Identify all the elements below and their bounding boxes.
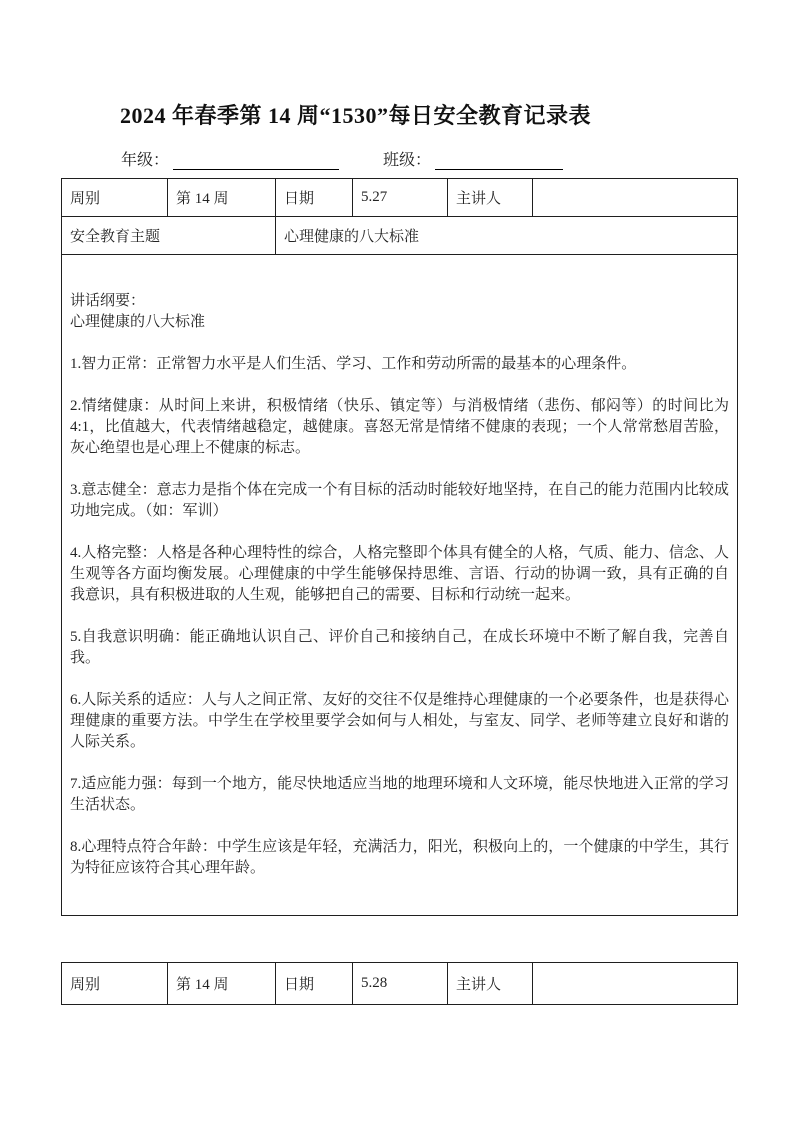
outline-paragraph-4: 4.人格完整：人格是各种心理特性的综合，人格完整即个体具有健全的人格，气质、能力、信念、人生观等各方面均衡发展。心理健康的中学生能够保持思维、言语、行动的协调一致，具有正确的自我意识，具有积极进取的人生观，能够把自己的需要、目标和行动统一起来。 <box>70 545 729 603</box>
grade-label: 年级： <box>121 152 170 169</box>
topic-row <box>62 217 738 255</box>
speaker-value-cell <box>533 179 738 217</box>
week-value-cell: 第 14 周 <box>168 179 276 217</box>
outline-content-cell <box>62 255 738 916</box>
record-header-row <box>62 179 738 217</box>
outline-paragraph-7: 7.适应能力强：每到一个地方，能尽快地适应当地的地理环境和人文环境，能尽快地进入正常的学习生活状态。 <box>70 776 729 813</box>
outline-row <box>62 255 738 916</box>
outline-paragraph-5: 5.自我意识明确：能正确地认识自己、评价自己和接纳自己，在成长环境中不断了解自我，完善自我。 <box>70 629 729 666</box>
date-value-cell: 5.28 <box>353 963 448 1005</box>
topic-label-cell: 安全教育主题 <box>62 217 276 255</box>
outline-subheading: 心理健康的八大标准 <box>70 314 206 330</box>
speaker-label-cell: 主讲人 <box>448 963 533 1005</box>
date-label-cell: 日期 <box>276 963 353 1005</box>
week-label-cell: 周别 <box>62 179 168 217</box>
class-label: 班级： <box>383 152 432 169</box>
grade-class-row <box>121 147 563 170</box>
page-title: 2024 年春季第 14 周“1530”每日安全教育记录表 <box>120 103 592 128</box>
week-value-cell: 第 14 周 <box>168 963 276 1005</box>
speaker-label-cell: 主讲人 <box>448 179 533 217</box>
date-value-cell: 5.27 <box>353 179 448 217</box>
class-blank-line <box>435 153 563 170</box>
outline-heading: 讲话纲要： <box>70 293 146 309</box>
week-label-cell: 周别 <box>62 963 168 1005</box>
topic-value-cell: 心理健康的八大标准 <box>276 217 738 255</box>
outline-paragraph-1: 1.智力正常：正常智力水平是人们生活、学习、工作和劳动所需的最基本的心理条件。 <box>70 356 637 372</box>
speaker-value-cell <box>533 963 738 1005</box>
next-record-header-row <box>62 963 738 1005</box>
grade-blank-line <box>173 153 339 170</box>
outline-paragraph-6: 6.人际关系的适应：人与人之间正常、友好的交往不仅是维持心理健康的一个必要条件，也是获得心理健康的重要方法。中学生在学校里要学会如何与人相处，与室友、同学、老师等建立良好和谐的人际关系。 <box>70 692 729 750</box>
outline-paragraph-3: 3.意志健全：意志力是指个体在完成一个有目标的活动时能较好地坚持，在自己的能力范围内比较成功地完成。（如：军训） <box>70 482 729 519</box>
outline-paragraph-2: 2.情绪健康：从时间上来讲，积极情绪（快乐、镇定等）与消极情绪（悲伤、郁闷等）的时间比为 4:1，比值越大，代表情绪越稳定，越健康。喜怒无常是情绪不健康的表现；一个人常常愁眉苦脸，灰心绝望也是心理上不健康的标志。 <box>70 398 729 456</box>
safety-record-table-527 <box>61 178 738 916</box>
safety-record-table-528 <box>61 962 738 1005</box>
outline-paragraph-8: 8.心理特点符合年龄：中学生应该是年轻，充满活力，阳光，积极向上的，一个健康的中学生，其行为特征应该符合其心理年龄。 <box>70 839 729 876</box>
date-label-cell: 日期 <box>276 179 353 217</box>
